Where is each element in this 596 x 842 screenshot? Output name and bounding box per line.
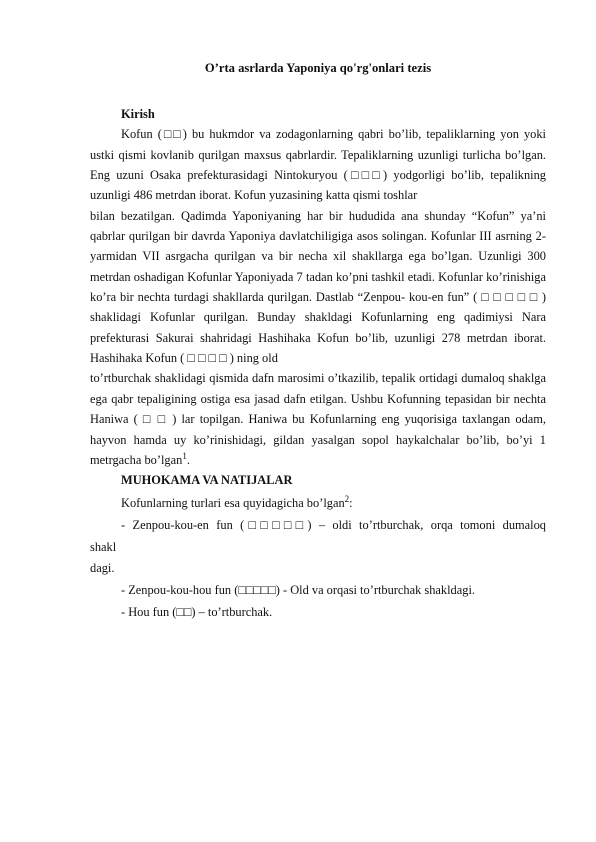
paragraph-kirish-3-end: .	[186, 452, 190, 467]
list-item-zenpou-kou-en-cont-1: shakl	[90, 540, 117, 555]
paragraph-muhokama-intro-end: :	[349, 495, 353, 510]
paragraph-kirish-3-text: to’rtburchak shaklidagi qismida dafn marosimi o’tkazilib, tepalik ortidagi dumaloq shaklga ega qabr tepaligining ostiga esa jasad dafn etilgan. Ushbu Kofunning tepasidan bir nechta Haniwa ( □ □ ) lar topilgan. Haniwa bu Kofunlarning eng yuqorisiga taxlangan odam, hayvon hamda uy ko’rinishidagi, gildan yasalgan sopol haykalchalar bo’lib, bo’yi 1 metrgacha bo’lgan	[90, 371, 546, 467]
document-body	[90, 104, 546, 623]
footnote-ref-1[interactable]: 1	[182, 450, 187, 461]
section-heading-muhokama: MUHOKAMA VA NATIJALAR	[121, 473, 293, 488]
list-item-zenpou-kou-hou: - Zenpou-kou-hou fun (□□□□□) - Old va orqasi to’rtburchak shakldagi.	[121, 582, 475, 597]
paragraph-kirish-3	[90, 368, 546, 470]
list-item-hou-fun: - Hou fun (□□) – to’rtburchak.	[121, 605, 273, 620]
paragraph-kirish-2: bilan bezatilgan. Qadimda Yaponiyaning har bir hududida ana shunday “Kofun” ya’ni qabrlar qurilgan bir davrda Yaponiya davlatchiligiga asos solingan. Kofunlar III asrning 2-yarmidan VII asrgacha qurilgan va bir necha xil shakllarga ega bo’lgan. Uzunligi 300 metrdan oshadigan Kofunlar Yaponiyada 7 tadan ko’pni tashkil etadi. Kofunlar ko’rinishiga ko’ra bir nechta turdagi shakllarda qurilgan. Dastlab “Zenpou- kou-en fun” ( □ □ □ □ □ ) shaklidagi Kofunlar qurilgan. Bunday shakldagi Kofunlarning eng qadimiysi Nara prefekturasi Sakurai shahridagi Hashihaka Kofun bo’lib, uzunligi 278 metrdan iborat. Hashihaka Kofun ( □ □ □ □ ) ning old	[90, 208, 546, 366]
paragraph-kirish-1: Kofun (□□) bu hukmdor va zodagonlarning qabri bo’lib, tepaliklarning yon yoki ustki qismi kovlanib qurilgan maxsus qabrlardir. Tepaliklarning uzunligi turlicha bo’lgan. Eng uzuni Osaka prefekturasidagi Nintokuryou (□□□) yodgorligi bo’lib, tepalikning uzunligi 486 metrdan iborat. Kofun yuzasining katta qismi toshlar	[90, 127, 546, 203]
footnote-ref-2[interactable]: 2	[344, 493, 350, 504]
section-heading-kirish: Kirish	[121, 107, 155, 121]
list-item-zenpou-kou-en: - Zenpou-kou-en fun (□□□□□) – oldi to’rtburchak, orqa tomoni dumaloq	[121, 517, 546, 532]
document-title: O’rta asrlarda Yaponiya qo'rg'onlari tezis	[204, 61, 432, 75]
list-item-zenpou-kou-en-cont-2: dagi.	[90, 560, 115, 575]
paragraph-muhokama-intro	[90, 493, 546, 513]
paragraph-muhokama-intro-text: Kofunlarning turlari esa quyidagicha bo’lgan	[121, 495, 345, 510]
